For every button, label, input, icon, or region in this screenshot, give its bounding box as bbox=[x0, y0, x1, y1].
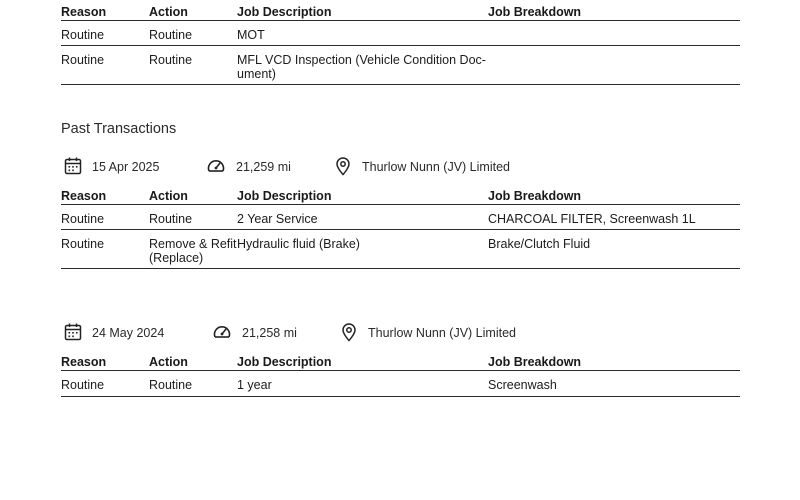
cell-job-breakdown: CHARCOAL FILTER, Screenwash 1L bbox=[488, 212, 696, 226]
header-action: Action bbox=[149, 355, 188, 369]
cell-action: Routine bbox=[149, 28, 193, 42]
cell-job-description: 2 Year Service bbox=[237, 212, 318, 226]
transaction-meta bbox=[61, 322, 740, 344]
cell-action: Remove & Refit (Replace) bbox=[149, 237, 237, 265]
header-action: Action bbox=[149, 5, 188, 19]
header-job-description: Job Description bbox=[237, 355, 332, 369]
cell-action: Routine bbox=[149, 53, 193, 67]
table-row bbox=[61, 205, 740, 230]
transaction-table bbox=[61, 184, 740, 269]
calendar-icon bbox=[63, 322, 83, 342]
cell-job-description: Hydraulic fluid (Brake) bbox=[237, 237, 360, 251]
table-header bbox=[61, 350, 740, 371]
header-job-breakdown: Job Breakdown bbox=[488, 5, 582, 19]
section-title-past-transactions: Past Transactions bbox=[61, 121, 177, 137]
header-job-breakdown: Job Breakdown bbox=[488, 189, 582, 203]
current-jobs-table bbox=[61, 0, 740, 85]
transaction-table bbox=[61, 350, 740, 397]
map-pin-icon bbox=[339, 322, 359, 342]
cell-job-breakdown: Screenwash bbox=[488, 378, 557, 392]
table-row bbox=[61, 21, 740, 46]
table-row bbox=[61, 46, 740, 85]
header-reason: Reason bbox=[61, 5, 107, 19]
transaction-mileage: 21,259 mi bbox=[236, 160, 291, 174]
header-reason: Reason bbox=[61, 355, 107, 369]
cell-reason: Routine bbox=[61, 212, 105, 226]
transaction-meta bbox=[61, 156, 740, 178]
cell-job-description: MOT bbox=[237, 28, 265, 42]
cell-job-breakdown: Brake/Clutch Fluid bbox=[488, 237, 591, 251]
header-job-description: Job Description bbox=[237, 189, 332, 203]
transaction-date: 24 May 2024 bbox=[92, 326, 165, 340]
table-row bbox=[61, 371, 740, 397]
speedometer-icon bbox=[206, 156, 226, 176]
transaction-location: Thurlow Nunn (JV) Limited bbox=[368, 326, 516, 340]
cell-reason: Routine bbox=[61, 237, 105, 251]
table-header bbox=[61, 184, 740, 205]
table-header bbox=[61, 0, 740, 21]
transaction-mileage: 21,258 mi bbox=[242, 326, 297, 340]
cell-action: Routine bbox=[149, 378, 193, 392]
table-row bbox=[61, 230, 740, 269]
header-job-breakdown: Job Breakdown bbox=[488, 355, 582, 369]
map-pin-icon bbox=[333, 156, 353, 176]
cell-reason: Routine bbox=[61, 53, 105, 67]
header-action: Action bbox=[149, 189, 188, 203]
cell-reason: Routine bbox=[61, 28, 105, 42]
transaction-date: 15 Apr 2025 bbox=[92, 160, 160, 174]
header-reason: Reason bbox=[61, 189, 107, 203]
speedometer-icon bbox=[212, 322, 232, 342]
cell-reason: Routine bbox=[61, 378, 105, 392]
transaction-location: Thurlow Nunn (JV) Limited bbox=[362, 160, 510, 174]
header-job-description: Job Description bbox=[237, 5, 332, 19]
calendar-icon bbox=[63, 156, 83, 176]
cell-job-description: MFL VCD Inspection (Vehicle Condition Doc-ument) bbox=[237, 53, 486, 81]
cell-action: Routine bbox=[149, 212, 193, 226]
cell-job-description: 1 year bbox=[237, 378, 272, 392]
